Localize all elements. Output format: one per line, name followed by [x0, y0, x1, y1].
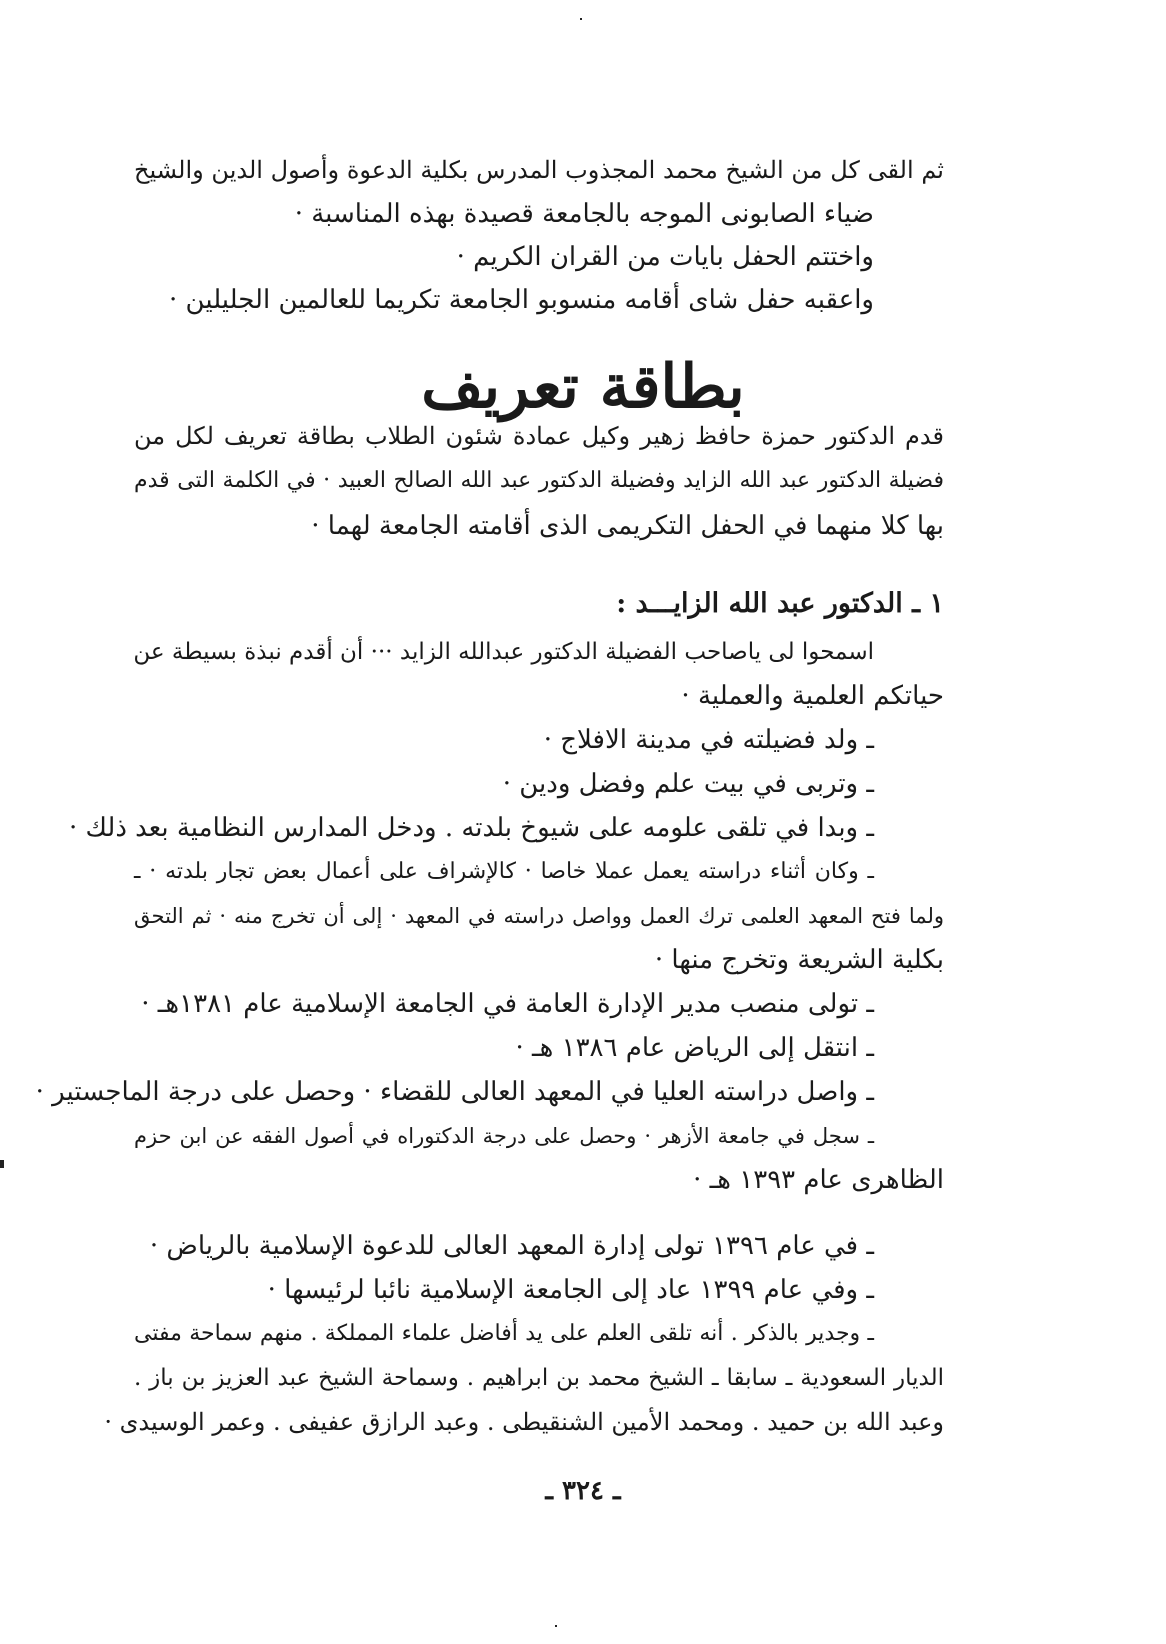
body-line-12: ـ سجل في جامعة الأزهر · وحصل على درجة الدكتوراه في أصول الفقه عن ابن حزم: [134, 1124, 874, 1148]
body-line-16: ـ وجدير بالذكر . أنه تلقى العلم على يد أفاضل علماء المملكة . منهم سماحة مفتى: [134, 1321, 874, 1346]
body-line-5: ـ وبدا في تلقى علومه على شيوخ بلدته . ودخل المدارس النظامية بعد ذلك ·: [68, 813, 874, 843]
paragraph-line-2: فضيلة الدكتور عبد الله الزايد وفضيلة الدكتور عبد الله الصالح العبيد · في الكلمة التى قدم: [134, 468, 944, 493]
scan-mark: [0, 1160, 4, 1168]
body-line-17: الديار السعودية ـ سابقا ـ الشيخ محمد بن ابراهيم . وسماحة الشيخ عبد العزيز بن باز .: [134, 1365, 944, 1391]
intro-line-1: ثم القى كل من الشيخ محمد المجذوب المدرس بكلية الدعوة وأصول الدين والشيخ: [134, 156, 944, 184]
body-line-8: بكلية الشريعة وتخرج منها ·: [654, 945, 944, 975]
body-line-18: وعبد الله بن حميد . ومحمد الأمين الشنقيطى . وعبد الرازق عفيفى . وعمر الوسيدى ·: [104, 1408, 944, 1436]
intro-line-3: واختتم الحفل بايات من القران الكريم ·: [456, 242, 874, 272]
paragraph-line-3: بها كلا منهما في الحفل التكريمى الذى أقامته الجامعة لهما ·: [311, 511, 944, 541]
body-line-14: ـ في عام ١٣٩٦ تولى إدارة المعهد العالى للدعوة الإسلامية بالرياض ·: [149, 1231, 874, 1261]
section-heading: ١ ـ الدكتور عبد الله الزايـــد :: [616, 588, 944, 619]
body-line-2: حياتكم العلمية والعملية ·: [681, 681, 944, 711]
body-line-9: ـ تولى منصب مدير الإدارة العامة في الجامعة الإسلامية عام ١٣٨١هـ ·: [141, 989, 874, 1019]
intro-line-4: واعقبه حفل شاى أقامه منسوبو الجامعة تكريما للعالمين الجليلين ·: [169, 285, 874, 315]
body-line-3: ـ ولد فضيلته في مدينة الافلاج ·: [543, 725, 874, 755]
body-line-4: ـ وتربى في بيت علم وفضل ودين ·: [502, 769, 874, 799]
paragraph-line-1: قدم الدكتور حمزة حافظ زهير وكيل عمادة شئون الطلاب بطاقة تعريف لكل من: [134, 422, 944, 450]
page-title: بطاقة تعريف: [421, 352, 745, 422]
scan-dot: [580, 18, 582, 20]
body-line-6: ـ وكان أثناء دراسته يعمل عملا خاصا · كالإشراف على أعمال بعض تجار بلدته · ـ: [134, 859, 874, 884]
body-line-1: اسمحوا لى ياصاحب الفضيلة الدكتور عبدالله الزايد ··· أن أقدم نبذة بسيطة عن: [133, 639, 874, 665]
body-line-11: ـ واصل دراسته العليا في المعهد العالى للقضاء · وحصل على درجة الماجستير ·: [35, 1077, 874, 1107]
body-line-7: ولما فتح المعهد العلمى ترك العمل وواصل دراسته في المعهد · إلى أن تخرج منه · ثم التحق: [134, 904, 944, 928]
scan-dot: [555, 1625, 557, 1627]
page-number: ـ ٣٢٤ ـ: [545, 1476, 621, 1506]
intro-line-2: ضياء الصابونى الموجه بالجامعة قصيدة بهذه المناسبة ·: [294, 199, 874, 229]
body-line-15: ـ وفي عام ١٣٩٩ عاد إلى الجامعة الإسلامية نائبا لرئيسها ·: [267, 1275, 874, 1305]
body-line-13: الظاهرى عام ١٣٩٣ هـ ·: [693, 1165, 944, 1195]
body-line-10: ـ انتقل إلى الرياض عام ١٣٨٦ هـ ·: [515, 1033, 874, 1063]
